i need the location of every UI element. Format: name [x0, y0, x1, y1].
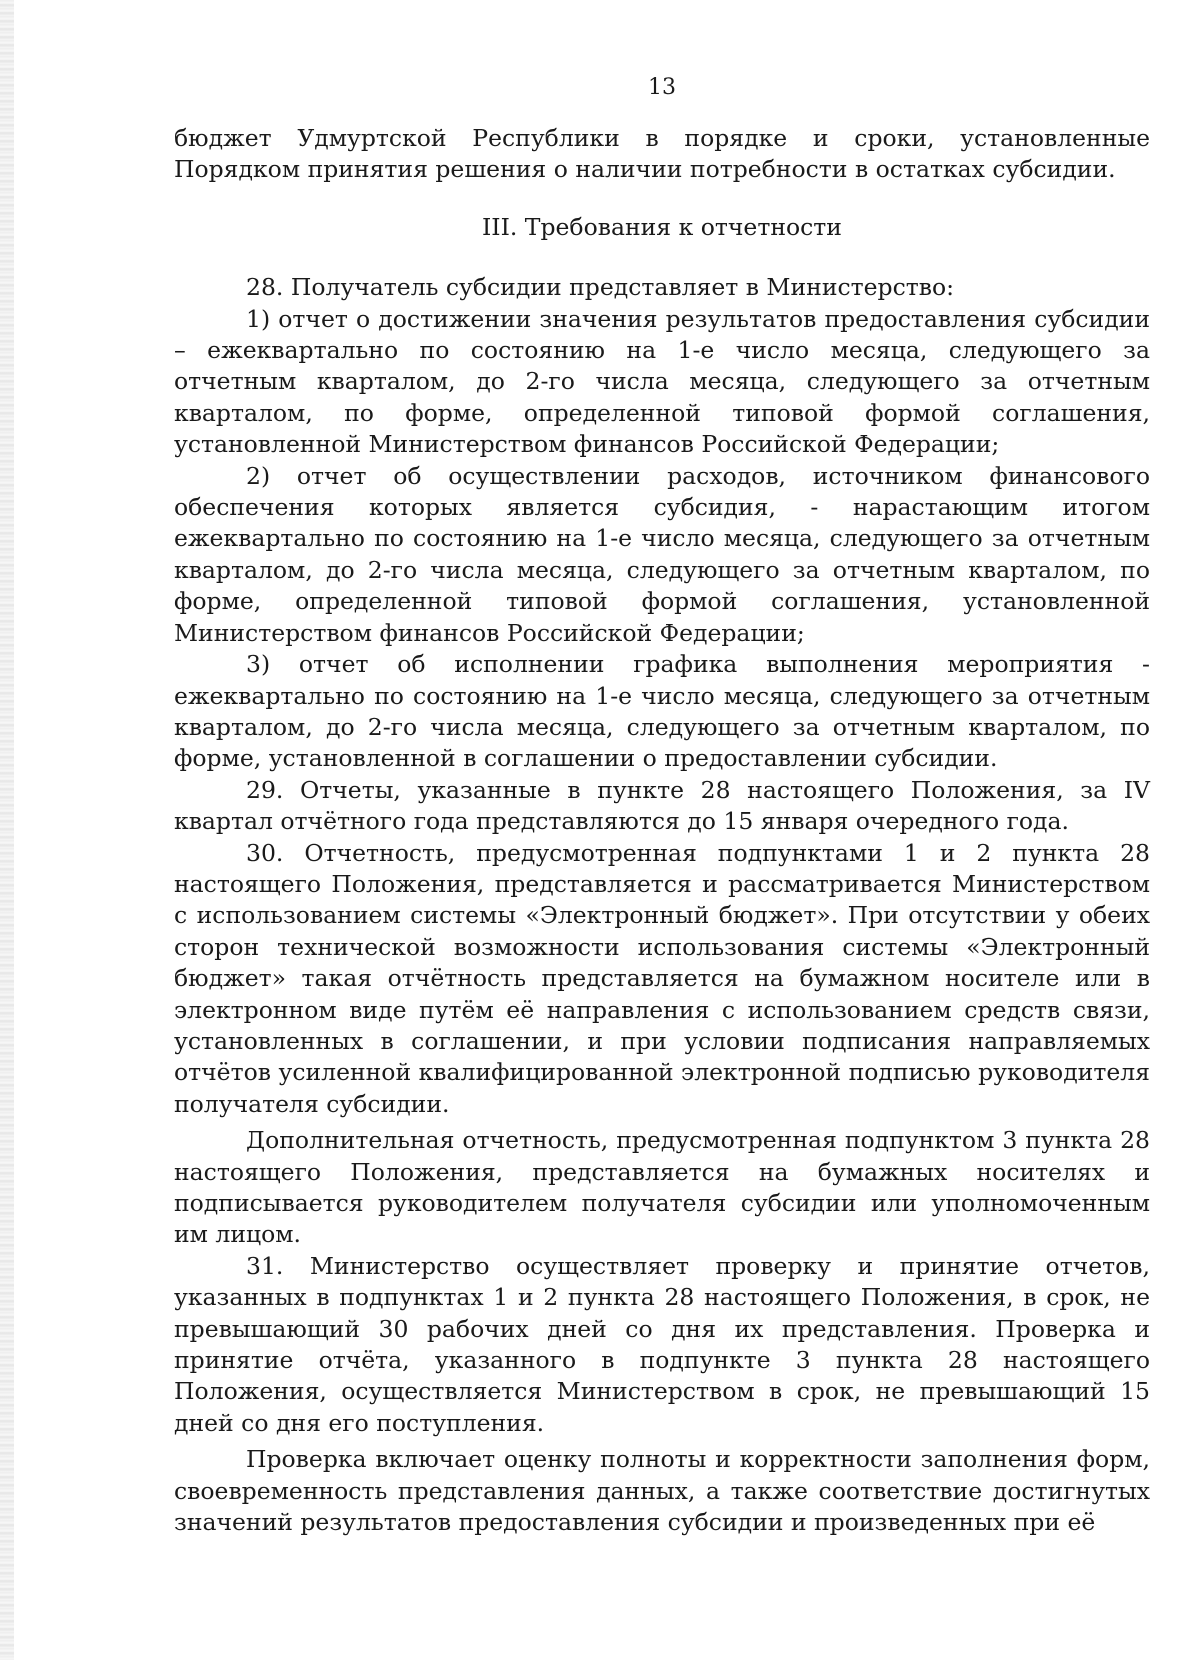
- scan-edge: [0, 0, 14, 1660]
- page-number: 13: [648, 75, 676, 100]
- document-page: [174, 0, 1150, 1660]
- paragraph-30-additional: Дополнительная отчетность, предусмотренная подпунктом 3 пункта 28 настоящего Положения, представляется на бумажных носителях и подписывается руководителем получателя субсидии или уполномоченным им лицом.: [174, 1126, 1150, 1249]
- paragraph-31: 31. Министерство осуществляет проверку и принятие отчетов, указанных в подпунктах 1 и 2 пункта 28 настоящего Положения, в срок, не превышающий 30 рабочих дней со дня их представления. Проверка и принятие отчёта, указанного в подпункте 3 пункта 28 настоящего Положения, осуществляется Министерством в срок, не превышающий 15 дней со дня его поступления.: [174, 1251, 1150, 1437]
- document-body: [174, 123, 1150, 1538]
- paragraph-28-2: 2) отчет об осуществлении расходов, источником финансового обеспечения которых является субсидия, - нарастающим итогом ежеквартально по состоянию на 1-е число месяца, следующего за отчетным кварталом, до 2-го числа месяца, следующего за отчетным кварталом, по форме, определенной типовой формой соглашения, установленной Министерством финансов Российской Федерации;: [174, 461, 1150, 647]
- paragraph-30: 30. Отчетность, предусмотренная подпунктами 1 и 2 пункта 28 настоящего Положения, представляется и рассматривается Министерством с использованием системы «Электронный бюджет». При отсутствии у обеих сторон технической возможности использования системы «Электронный бюджет» такая отчётность представляется на бумажном носителе или в электронном виде путём её направления с использованием средств связи, установленных в соглашении, и при условии подписания направляемых отчётов усиленной квалифицированной электронной подписью руководителя получателя субсидии.: [174, 838, 1150, 1118]
- paragraph-28-3: 3) отчет об исполнении графика выполнения мероприятия - ежеквартально по состоянию на 1-е число месяца, следующего за отчетным кварталом, до 2-го числа месяца, следующего за отчетным кварталом, по форме, установленной в соглашении о предоставлении субсидии.: [174, 650, 1150, 773]
- paragraph-continuation: бюджет Удмуртской Республики в порядке и сроки, установленные Порядком принятия решения о наличии потребности в остатках субсидии.: [174, 124, 1150, 184]
- paragraph-28: 28. Получатель субсидии представляет в Министерство:: [246, 273, 955, 302]
- paragraph-31-check: Проверка включает оценку полноты и корректности заполнения форм, своевременность представления данных, а также соответствие достигнутых значений результатов предоставления субсидии и произведенных при её: [174, 1445, 1150, 1537]
- section-heading: III. Требования к отчетности: [482, 212, 842, 241]
- paragraph-29: 29. Отчеты, указанные в пункте 28 настоящего Положения, за IV квартал отчётного года представляются до 15 января очередного года.: [174, 775, 1150, 836]
- paragraph-28-1: 1) отчет о достижении значения результатов предоставления субсидии – ежеквартально по состоянию на 1-е число месяца, следующего за отчетным кварталом, до 2-го числа месяца, следующего за отчетным кварталом, по форме, определенной типовой формой соглашения, установленной Министерством финансов Российской Федерации;: [174, 304, 1150, 459]
